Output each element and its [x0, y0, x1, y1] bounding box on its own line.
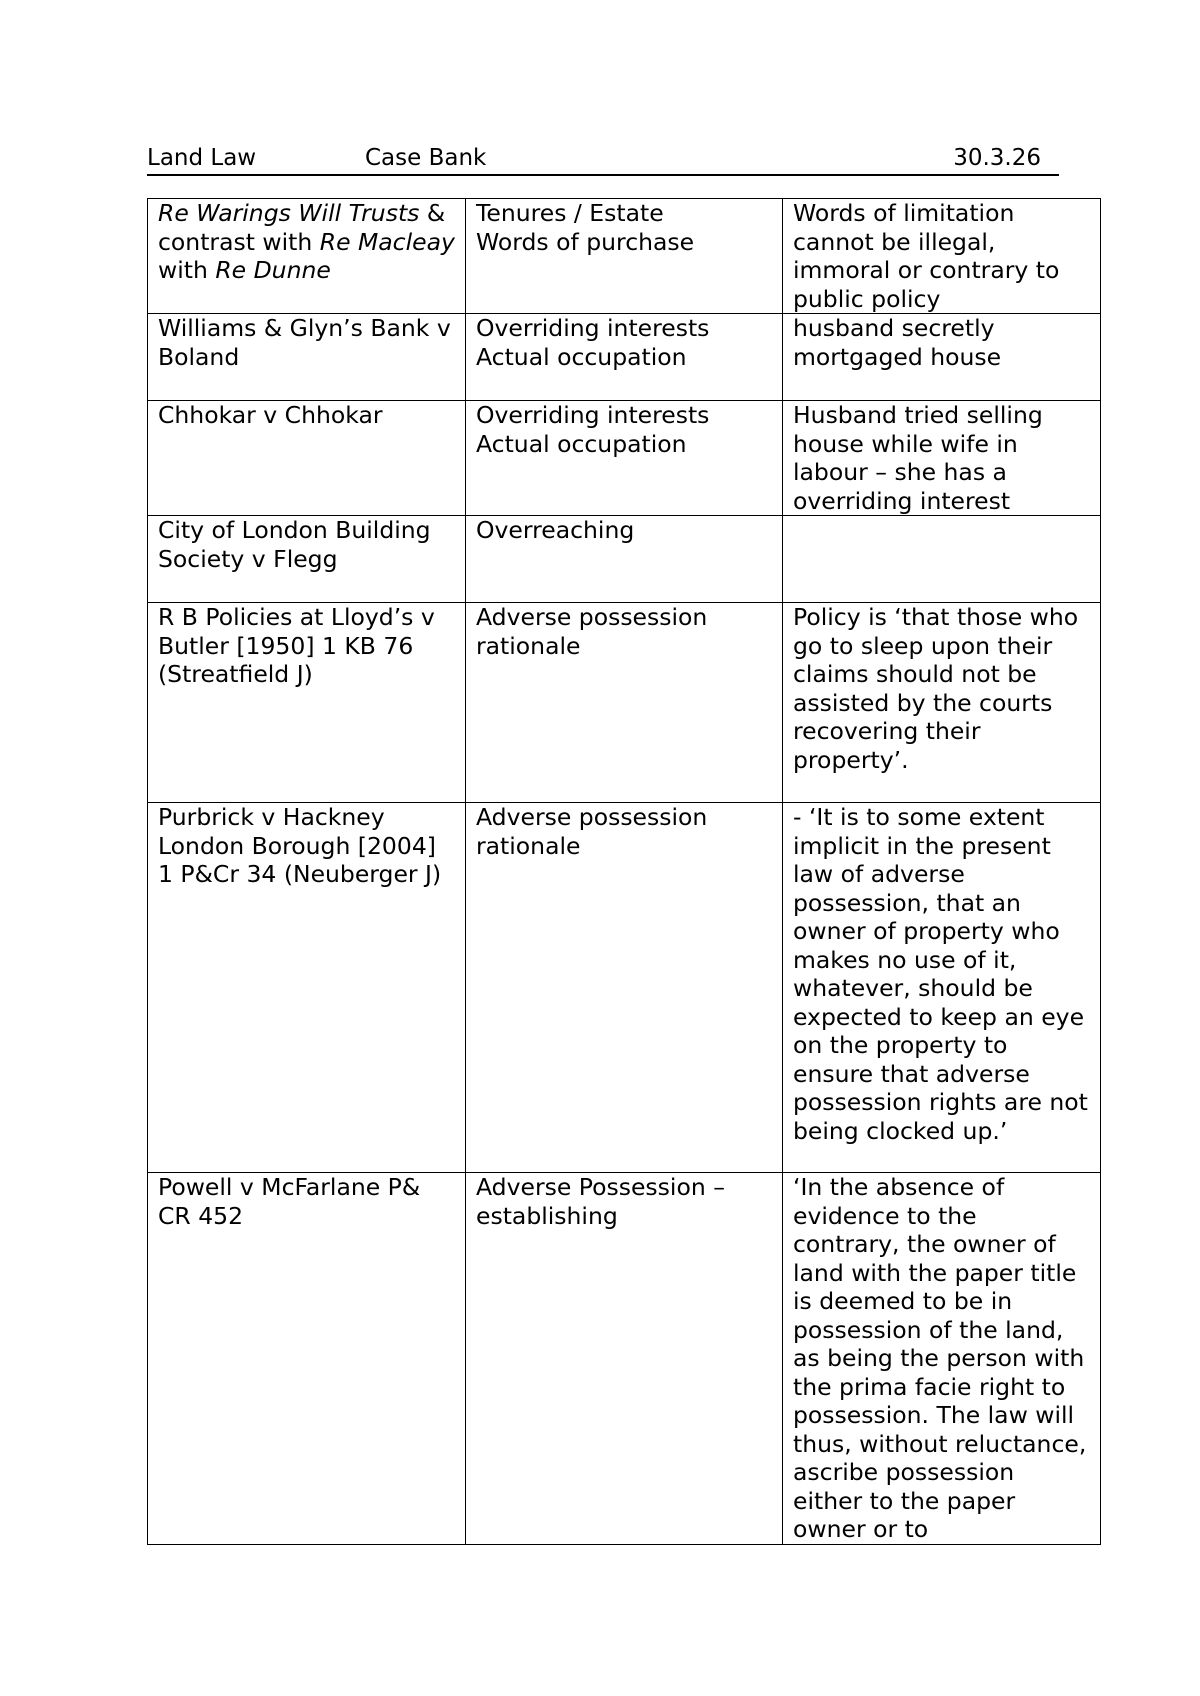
topic-line: Adverse possession rationale: [476, 603, 708, 660]
notes-cell: Husband tried selling house while wife in labour – she has a overriding interest: [783, 401, 1101, 516]
case-name-cell: [148, 603, 466, 803]
topic-line: Adverse possession rationale: [476, 803, 708, 860]
case-table-body: [148, 199, 1101, 1545]
case-name-cell: [148, 516, 466, 603]
notes-cell: Policy is ‘that those who go to sleep upon their claims should not be assisted by the courts recovering their property’.: [783, 603, 1101, 803]
case-name-text: Re Dunne: [215, 256, 331, 284]
topic-cell: [466, 199, 783, 314]
case-name-text: Williams & Glyn’s Bank v Boland: [158, 314, 451, 371]
topic-line: Overriding interests: [476, 401, 710, 429]
case-table: [147, 198, 1101, 1545]
case-name-text: Re Warings Will Trusts: [158, 199, 420, 227]
table-row: [148, 401, 1101, 516]
header-title: Case Bank: [365, 145, 487, 171]
topic-line: Tenures / Estate: [476, 199, 664, 227]
case-name-text: Chhokar v Chhokar: [158, 401, 383, 429]
case-name-text: Powell v McFarlane P& CR 452: [158, 1173, 421, 1230]
case-name-cell: [148, 1173, 466, 1545]
header-date: 30.3.26: [953, 145, 1041, 171]
topic-line: Overreaching: [476, 516, 635, 544]
notes-cell: - ‘It is to some extent implicit in the present law of adverse possession, that an owner of property who makes no use of it, whatever, should be expected to keep an eye on the property to ensure that adverse possession rights are not being clocked up.’: [783, 803, 1101, 1173]
topic-line: Adverse Possession – establishing: [476, 1173, 725, 1230]
case-name-cell: [148, 401, 466, 516]
table-row: [148, 516, 1101, 603]
table-row: [148, 314, 1101, 401]
topic-cell: [466, 603, 783, 803]
topic-line: Actual occupation: [476, 429, 687, 458]
topic-line: Overriding interests: [476, 314, 710, 342]
case-name-text: Purbrick v Hackney London Borough [2004] 1 P&Cr 34 (Neuberger J): [158, 803, 442, 888]
topic-line: Actual occupation: [476, 342, 687, 371]
topic-cell: [466, 516, 783, 603]
table-row: [148, 1173, 1101, 1545]
case-name-cell: [148, 199, 466, 314]
topic-cell: [466, 314, 783, 401]
case-name-text: Re Macleay: [319, 227, 455, 256]
header-subject: Land Law: [147, 145, 257, 171]
topic-line: Words of purchase: [476, 227, 695, 256]
notes-cell: Words of limitation cannot be illegal, immoral or contrary to public policy: [783, 199, 1101, 314]
notes-cell: [783, 516, 1101, 603]
notes-cell: husband secretly mortgaged house: [783, 314, 1101, 401]
table-row: [148, 603, 1101, 803]
case-name-text: City of London Building Society v Flegg: [158, 516, 431, 573]
case-name-text: R B Policies at Lloyd’s v Butler [1950] 1 KB 76 (Streatfield J): [158, 603, 435, 688]
case-name-text: with: [158, 256, 216, 284]
notes-cell: ‘In the absence of evidence to the contrary, the owner of land with the paper title is deemed to be in possession of the land, as being the person with the prima facie right to possession. The law will thus, without reluctance, ascribe possession either to the paper owner or to: [783, 1173, 1101, 1545]
case-name-cell: [148, 314, 466, 401]
case-name-text: & contrast with: [158, 199, 446, 256]
topic-cell: [466, 1173, 783, 1545]
table-row: [148, 199, 1101, 314]
topic-cell: [466, 803, 783, 1173]
topic-cell: [466, 401, 783, 516]
case-name-cell: [148, 803, 466, 1173]
page-header: [147, 144, 1059, 176]
table-row: [148, 803, 1101, 1173]
